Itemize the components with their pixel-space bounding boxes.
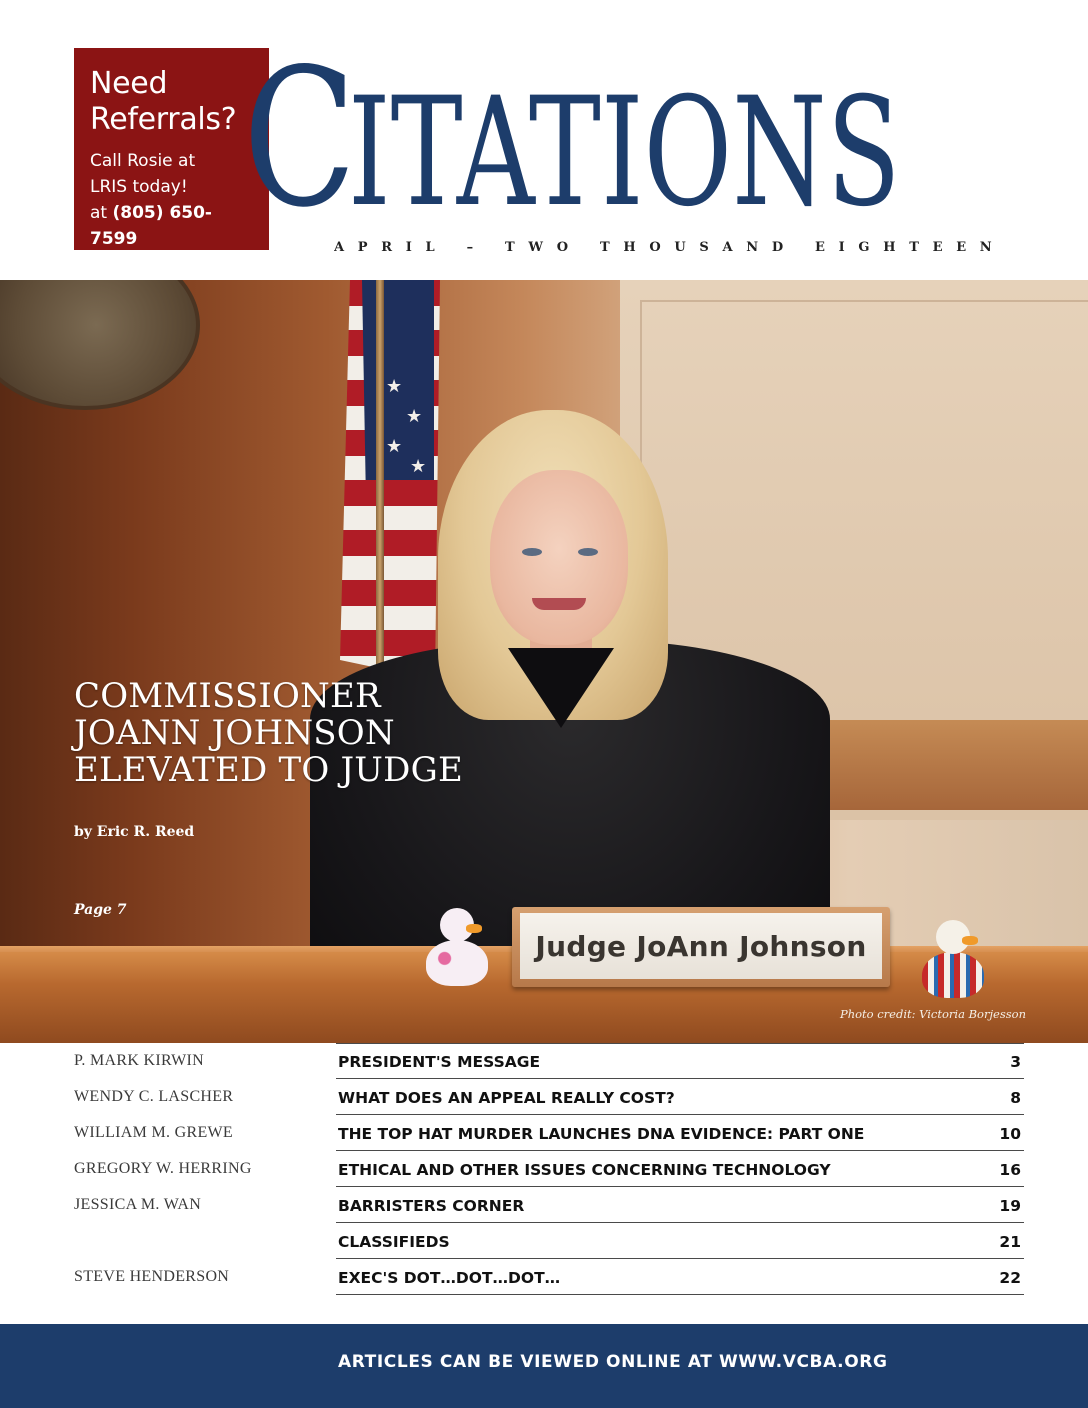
- toc-page-number: 16: [999, 1161, 1021, 1179]
- toc-title[interactable]: CLASSIFIEDS: [338, 1233, 450, 1251]
- toc-entry: [336, 1259, 1024, 1295]
- referral-body: [90, 148, 253, 252]
- eye-icon: [578, 548, 598, 556]
- toc-page-number: 8: [1010, 1089, 1021, 1107]
- referral-ad: [74, 48, 269, 250]
- toc-row[interactable]: [0, 1223, 1088, 1259]
- referral-at: at: [90, 203, 113, 223]
- referral-line-phone: [90, 200, 253, 252]
- cover-photo: [0, 280, 1088, 1043]
- issue-dateline: APRIL – TWO THOUSAND EIGHTEEN: [334, 240, 1006, 255]
- toc-title[interactable]: THE TOP HAT MURDER LAUNCHES DNA EVIDENCE: PART ONE: [338, 1125, 865, 1143]
- referral-headline-2: Referrals?: [90, 102, 237, 137]
- referral-phone-number[interactable]: (805) 650-7599: [90, 203, 212, 249]
- flag-star-icon: ★: [410, 456, 427, 476]
- referral-line-call: Call Rosie at: [90, 151, 196, 171]
- toc-entry: [336, 1151, 1024, 1187]
- toc-author: JESSICA M. WAN: [74, 1196, 202, 1213]
- toc-page-number: 19: [999, 1197, 1021, 1215]
- flag-star-icon: ★: [386, 376, 403, 396]
- toc-page-number: 3: [1010, 1053, 1021, 1071]
- toc-page-number: 10: [999, 1125, 1021, 1143]
- toc-title[interactable]: EXEC'S DOT…DOT…DOT…: [338, 1269, 561, 1287]
- toc-page-number: 21: [999, 1233, 1021, 1251]
- footer-website-link[interactable]: ARTICLES CAN BE VIEWED ONLINE AT WWW.VCBA.ORG: [338, 1352, 888, 1372]
- judge-nameplate: Judge JoAnn Johnson: [520, 913, 882, 979]
- smile-icon: [532, 598, 586, 610]
- referral-line-today: LRIS today!: [90, 177, 188, 197]
- toc-row[interactable]: [0, 1151, 1088, 1187]
- toc-title[interactable]: ETHICAL AND OTHER ISSUES CONCERNING TECHNOLOGY: [338, 1161, 831, 1179]
- rubber-duck-icon: [426, 908, 488, 986]
- toc-entry: [336, 1079, 1024, 1115]
- toc-title[interactable]: WHAT DOES AN APPEAL REALLY COST?: [338, 1089, 675, 1107]
- toc-row[interactable]: [0, 1187, 1088, 1223]
- cover-byline: by Eric R. Reed: [74, 824, 195, 840]
- toc-row[interactable]: [0, 1115, 1088, 1151]
- masthead-rest: ITATIONS: [347, 66, 901, 240]
- toc-author: STEVE HENDERSON: [74, 1268, 230, 1285]
- toc-entry: [336, 1223, 1024, 1259]
- state-seal-icon: [0, 280, 200, 410]
- toc-entry: [336, 1115, 1024, 1151]
- toc-title[interactable]: PRESIDENT'S MESSAGE: [338, 1053, 541, 1071]
- referral-headline-1: Need: [90, 66, 168, 101]
- toc-row[interactable]: [0, 1259, 1088, 1295]
- rubber-duck-icon: [922, 920, 984, 998]
- masthead-first-letter: C: [242, 28, 356, 249]
- flag-star-icon: ★: [386, 436, 403, 456]
- toc-entry: [336, 1187, 1024, 1223]
- toc-author: GREGORY W. HERRING: [74, 1160, 252, 1177]
- toc-author: WILLIAM M. GREWE: [74, 1124, 233, 1141]
- headline-line: JOANN JOHNSON: [74, 713, 395, 753]
- toc-entry: [336, 1043, 1024, 1079]
- headline-line: ELEVATED TO JUDGE: [74, 750, 464, 790]
- flag-pole: [376, 280, 384, 700]
- eye-icon: [522, 548, 542, 556]
- cover-page-reference[interactable]: Page 7: [74, 902, 127, 918]
- photo-credit: Photo credit: Victoria Borjesson: [839, 1007, 1026, 1021]
- toc-title[interactable]: BARRISTERS CORNER: [338, 1197, 525, 1215]
- toc-author: WENDY C. LASCHER: [74, 1088, 234, 1105]
- cover-headline[interactable]: [74, 678, 594, 789]
- footer-banner: [0, 1324, 1088, 1408]
- flag-star-icon: ★: [406, 406, 423, 426]
- toc-page-number: 22: [999, 1269, 1021, 1287]
- toc-row[interactable]: [0, 1079, 1088, 1115]
- judge-face: [490, 470, 628, 645]
- headline-line: COMMISSIONER: [74, 676, 381, 716]
- jury-box-rail: [790, 720, 1088, 810]
- toc-author: P. MARK KIRWIN: [74, 1052, 204, 1069]
- toc-row[interactable]: [0, 1043, 1088, 1079]
